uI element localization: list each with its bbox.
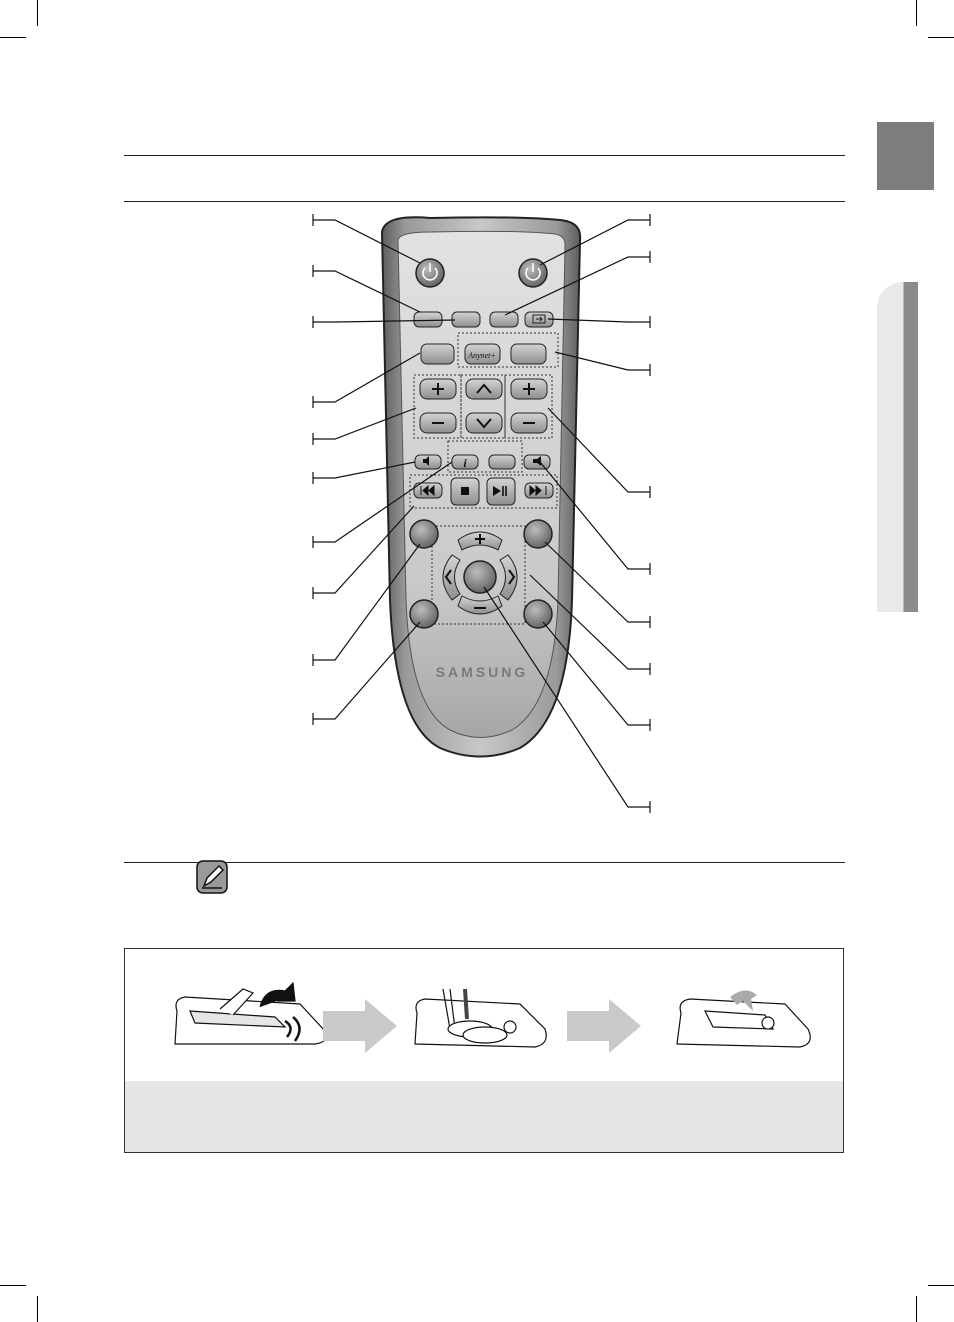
- info-button: [452, 455, 478, 470]
- battery-instructions-band: [125, 1081, 843, 1152]
- skip-forward-button: [525, 483, 553, 498]
- crop-mark: [916, 1296, 917, 1322]
- battery-step-1: [175, 983, 326, 1044]
- power-button-left: [416, 259, 444, 287]
- menu-button: [410, 520, 438, 548]
- function-button-1: [414, 312, 442, 327]
- function-button-2: [452, 312, 480, 327]
- battery-step-2: [415, 989, 546, 1047]
- dimmer-button: [421, 344, 454, 364]
- mute-button: [415, 455, 441, 469]
- svg-text:i: i: [463, 456, 467, 470]
- crop-mark: [37, 1296, 38, 1322]
- note-pencil-icon: [196, 860, 228, 894]
- woofer-up-button: [511, 379, 547, 399]
- volume-up-button: [420, 379, 456, 399]
- sound-effect-button: [524, 455, 550, 469]
- repeat-button: [489, 455, 515, 469]
- note-rule: [124, 862, 845, 863]
- return-button: [524, 520, 552, 548]
- stop-button: [451, 478, 479, 505]
- play-pause-button: [487, 478, 515, 505]
- arrow-right-icon: [567, 999, 641, 1053]
- battery-step-3: [677, 990, 810, 1047]
- nav-center-button: [464, 561, 496, 593]
- tools-button: [410, 600, 438, 628]
- anynet-button: [465, 344, 500, 364]
- brand-logo: SAMSUNG: [435, 664, 529, 680]
- battery-installation-box: [124, 948, 844, 1153]
- crop-mark: [928, 1285, 954, 1286]
- exit-button: [524, 600, 552, 628]
- sound-mode-button: [511, 344, 546, 364]
- woofer-down-button: [511, 413, 547, 433]
- tuning-up-button: [466, 379, 502, 399]
- function-button-3: [490, 312, 518, 327]
- volume-down-button: [420, 413, 456, 433]
- svg-text:Anynet+: Anynet+: [468, 351, 496, 360]
- crop-mark: [0, 1285, 26, 1286]
- arrow-right-icon: [323, 999, 397, 1053]
- tuning-down-button: [466, 413, 502, 433]
- battery-steps-illustration: [125, 949, 843, 1081]
